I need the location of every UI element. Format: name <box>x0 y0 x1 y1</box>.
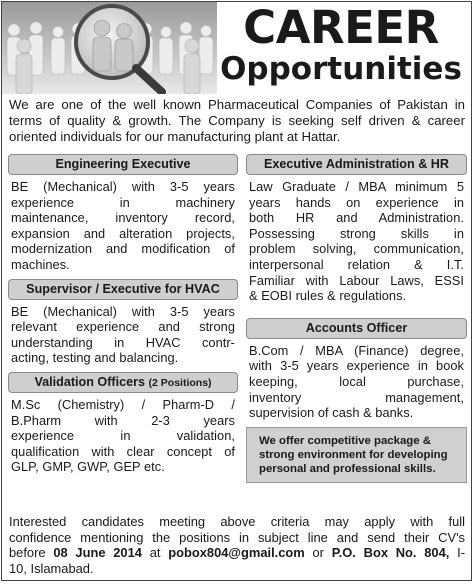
description-line: relevant experience and strong <box>11 319 235 335</box>
instruction-line: confidence mentioning the positions in subject line and send their CV's <box>9 529 465 545</box>
position-description-validation <box>8 397 238 475</box>
or-text: or <box>312 545 324 561</box>
po-box-address: P.O. Box No. 804, <box>331 545 450 561</box>
position-heading-validation-officers <box>8 372 238 393</box>
position-heading-hvac: Supervisor / Executive for HVAC <box>8 279 238 300</box>
description-line: modernization and modification of <box>11 241 235 257</box>
description-line: GLP, GMP, GWP, GEP etc. <box>11 459 165 475</box>
instruction-line: Interested candidates meeting above criteria may apply with full <box>9 514 465 529</box>
description-line: BE (Mechanical) with 3-5 years <box>11 179 235 194</box>
position-heading-admin-hr: Executive Administration & HR <box>246 154 467 175</box>
position-description-engineering-executive <box>8 179 238 273</box>
application-instructions <box>9 514 465 576</box>
description-line: years hands on experience in <box>249 194 464 210</box>
description-line: with 3-5 years experience in book <box>249 358 464 374</box>
title-career: CAREER <box>243 2 439 54</box>
description-line: Possessing strong skills in <box>249 225 464 241</box>
description-line: both HR and Administration. <box>249 210 464 226</box>
description-line: interpersonal relation & I.T. <box>249 256 464 272</box>
description-line: expansion and alteration projects, <box>11 225 235 241</box>
header-banner <box>2 2 471 94</box>
description-line: B.Pharm with 2-3 years <box>11 412 235 428</box>
description-line: experience in validation, <box>11 428 235 444</box>
title-opportunities: Opportunities <box>220 51 462 87</box>
description-line: machines. <box>11 256 70 272</box>
at-text: at <box>149 545 161 561</box>
position-heading-accounts-officer: Accounts Officer <box>246 318 467 339</box>
offer-box: We offer competitive package & strong environment for developing personal and professional skills. <box>246 427 467 483</box>
position-heading-engineering-executive: Engineering Executive <box>8 154 238 175</box>
position-description-hvac <box>8 304 238 366</box>
company-intro: We are one of the well known Pharmaceutical Companies of Pakistan in terms of quality & growth. The Company is seeking self driven & career oriented individuals for our manufacturing plant at Hattar. <box>9 97 465 144</box>
description-line: Law Graduate / MBA minimum 5 <box>249 179 464 194</box>
right-column <box>246 154 467 483</box>
deadline-date: 08 June 2014 <box>53 545 142 561</box>
description-line: problem solving, communication, <box>249 241 464 257</box>
description-line: keeping, local purchase, <box>249 373 464 389</box>
position-description-accounts <box>246 343 467 421</box>
description-line: supervision of cash & banks. <box>249 405 414 421</box>
description-line: Familiar with Labour Laws, ESSI <box>249 272 464 288</box>
instruction-line: 10, Islamabad. <box>9 560 94 576</box>
positions-count-note: (2 Positions) <box>148 376 212 389</box>
position-description-admin-hr <box>246 179 467 304</box>
description-line: BE (Mechanical) with 3-5 years <box>11 303 235 319</box>
description-line: acting, testing and balancing. <box>11 350 179 366</box>
description-line: inventory management, <box>249 389 464 405</box>
validation-title: Validation Officers <box>34 374 146 389</box>
email-address[interactable]: pobox804@gmail.com <box>168 545 305 561</box>
business-people-magnifier-illustration <box>2 2 217 94</box>
description-line: B.Com / MBA (Finance) degree, <box>249 342 464 358</box>
description-line: & EOBI rules & regulations. <box>249 288 407 304</box>
description-line: maintenance, inventory record, <box>11 210 235 226</box>
career-advertisement <box>1 1 472 581</box>
description-line: understanding in HVAC contr- <box>11 334 235 350</box>
left-column <box>8 154 238 475</box>
before-text: before <box>9 545 46 561</box>
address-continuation: I- <box>457 545 465 561</box>
description-line: qualification with clear concept of <box>11 443 235 459</box>
instruction-line-contact <box>9 545 465 561</box>
description-line: experience in machinery <box>11 194 235 210</box>
description-line: M.Sc (Chemistry) / Pharm-D / <box>11 396 235 412</box>
